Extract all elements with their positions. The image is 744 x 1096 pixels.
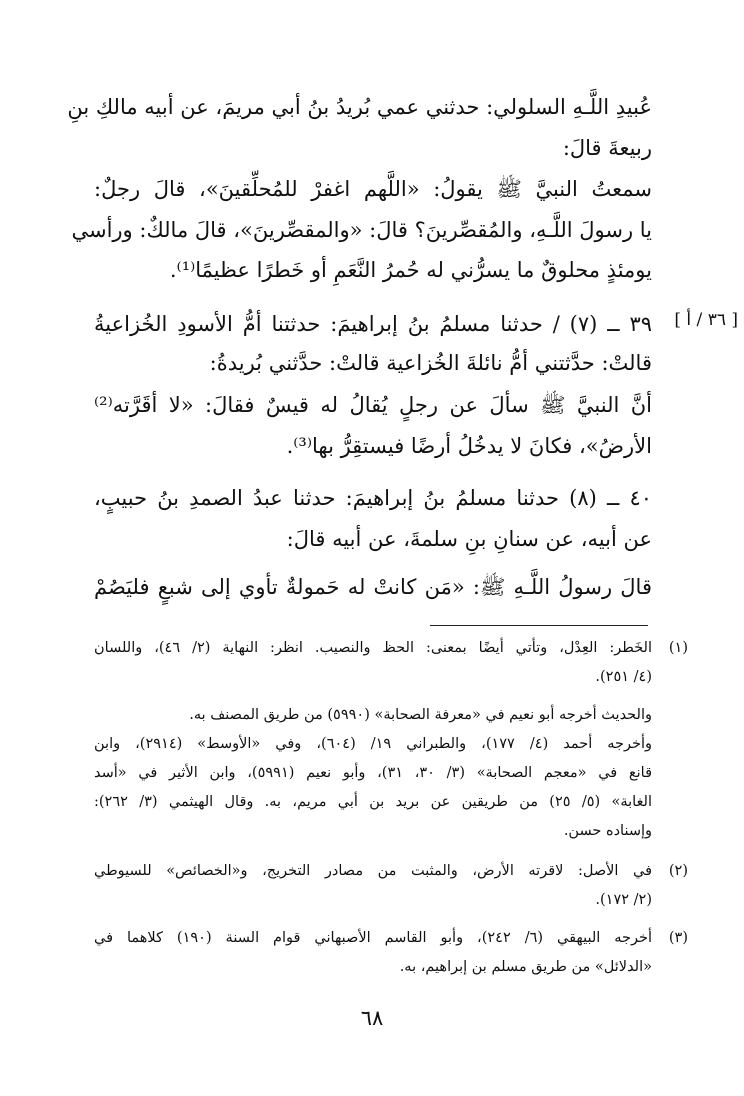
footnote-line: والحديث أخرجه أبو نعيم في «معرفة الصحابة» (٥٩٩٠) من طريق المصنف به.: [189, 707, 652, 723]
body-line: عن أبيه، عن سنانِ بنِ سلمةَ، عن أبيه قالَ:: [286, 527, 652, 551]
footnote-line: في الأصل: لاقرته الأرض، والمثبت من مصادر التخريج، و«الخصائص» للسيوطي: [94, 863, 652, 879]
body-line: أنَّ النبيَّ ﷺ سألَ عن رجلٍ يُقالُ له قيسٌ فقالَ: «لا أقَرَّته⁽²⁾: [94, 393, 652, 417]
footnote-line: أخرجه البيهقي (٦/ ٢٤٢)، وأبو القاسم الأصبهاني قوام السنة (١٩٠) كلاهما في: [94, 930, 652, 946]
footnote-number: (٢): [668, 863, 688, 879]
body-line: قالَ رسولُ اللَّـهِ ﷺ: «مَن كانتْ له حَمولةٌ تأوي إلى شبعٍ فليَصُمْ: [94, 575, 652, 599]
body-line: يومئذٍ محلوقٌ ما يسرُّني له حُمرُ النَّعَمِ أو خَطرًا عظيمًا⁽¹⁾.: [169, 258, 652, 282]
footnote-separator: [430, 625, 648, 626]
hadith-39-line: ٣٩ ــ (٧) / حدثنا مسلمُ بنُ إبراهيمَ: حدثتنا أمُّ الأسودِ الخُزاعيةُ: [94, 312, 652, 336]
footnote-2: [94, 857, 688, 915]
footnote-number: (١): [668, 640, 688, 656]
footnote-line: الخَطر: العِدْل، وتأتي أيضًا بمعنى: الحظ والنصيب. انظر: النهاية (٢/ ٤٦)، واللسان: [94, 640, 653, 656]
footnote-line: (٤/ ٢٥١).: [595, 669, 652, 685]
footnote-number: (٣): [668, 930, 688, 946]
hadith-40-line: ٤٠ ــ (٨) حدثنا مسلمُ بنُ إبراهيمَ: حدثنا عبدُ الصمدِ بنُ حبيبٍ،: [94, 486, 652, 510]
footnote-3: [94, 924, 688, 982]
footnote-line: وأخرجه أحمد (٤/ ١٧٧)، والطبراني ١٩/ (٦٠٤)، وفي «الأوسط» (٢٩١٤)، وابن: [94, 736, 653, 752]
body-line: سمعتُ النبيَّ ﷺ يقولُ: «اللَّهم اغفرْ للمُحلِّقينَ»، قالَ رجلٌ:: [94, 177, 652, 201]
body-line: الأرضُ»، فكانَ لا يدخُلُ أرضًا فيستقِرُّ بها⁽³⁾.: [286, 434, 652, 458]
footnote-line: «الدلائل» من طريق مسلم بن إبراهيم، به.: [399, 959, 652, 975]
manuscript-folio-reference: [ ٣٦ / أ ]: [674, 310, 738, 330]
footnote-line: قانع في «معجم الصحابة» (٣/ ٣٠، ٣١)، وأبو نعيم (٥٩٩١)، وابن الأثير في «أسد: [94, 765, 653, 781]
body-line: ربيعةَ قالَ:: [562, 136, 652, 160]
page-number: ٦٨: [360, 1006, 384, 1030]
body-line: يا رسولَ اللَّـهِ، والمُقصِّرينَ؟ قالَ: «والمقصِّرينَ»، قالَ مالكٌ: ورأسي: [71, 218, 652, 242]
footnote-line: الغابة» (٥/ ٢٥) من طريقين عن بريد بن أبي مريم، به. وقال الهيثمي (٣/ ٢٦٢):: [94, 794, 653, 810]
footnote-line: (٢/ ١٧٢).: [595, 892, 652, 908]
body-line: قالتْ: حدَّثتني أمُّ نائلةَ الخُزاعية قالتْ: حدَّثني بُريدةُ:: [209, 351, 652, 375]
footnote-1-continuation: [94, 701, 652, 846]
body-line: عُبيدِ اللَّـهِ السلولي: حدثني عمي بُريدُ بنُ أبي مريمَ، عن أبيه مالكِ بنِ: [67, 95, 652, 119]
footnote-1: [94, 634, 688, 692]
footnote-line: وإسناده حسن.: [563, 823, 652, 839]
